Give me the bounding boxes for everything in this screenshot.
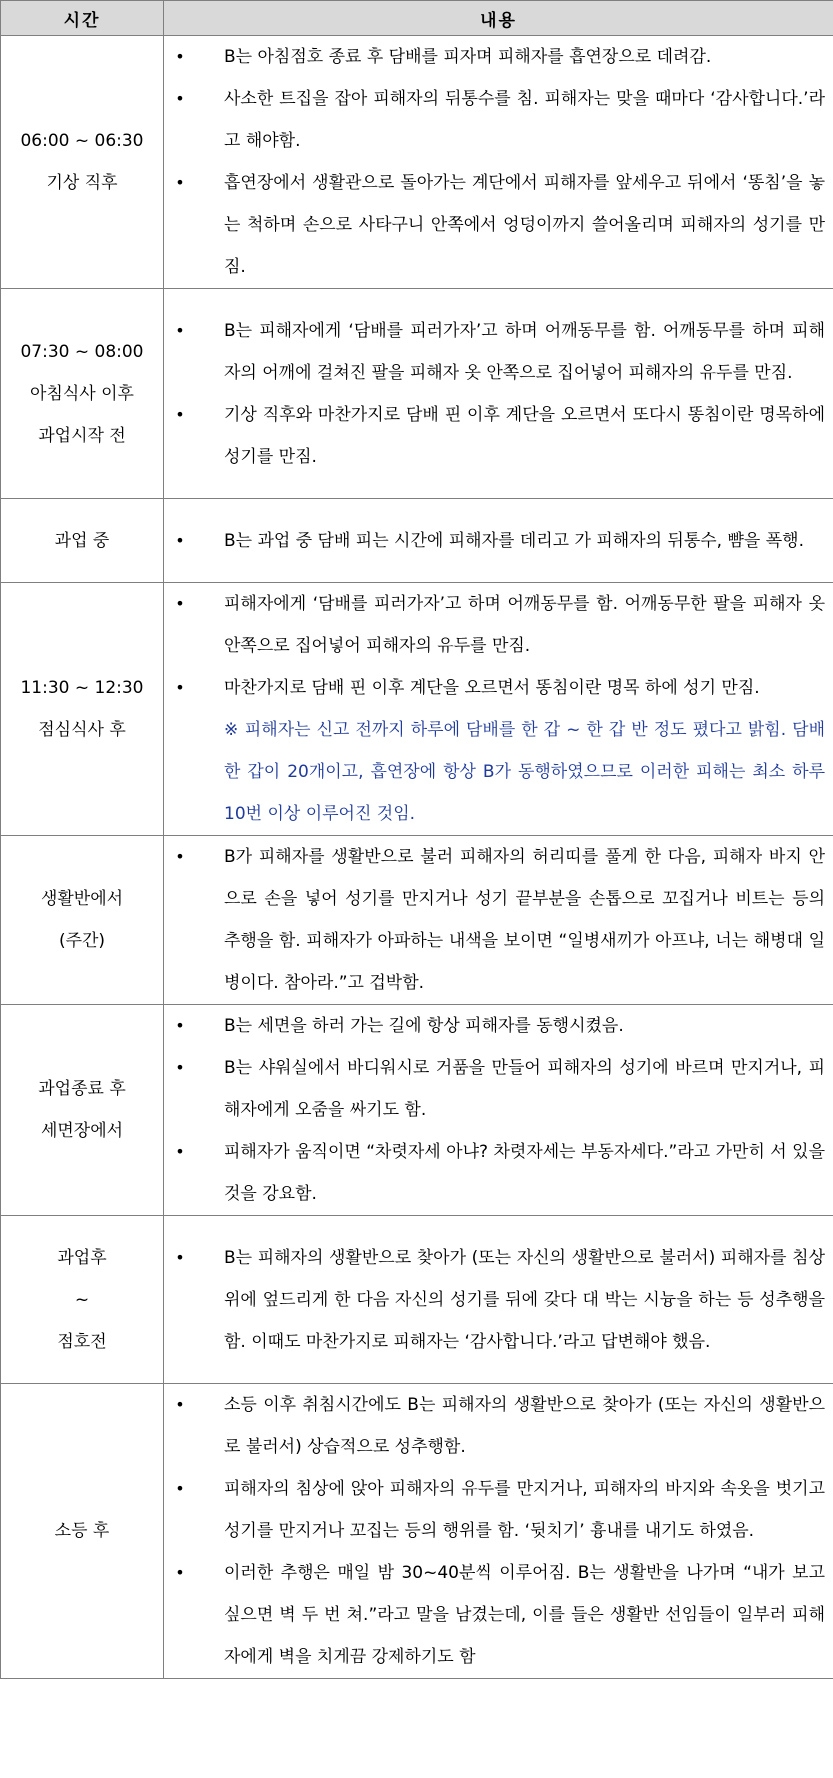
table-row (1, 1005, 833, 1216)
time-line: 과업시작 전 (38, 425, 126, 446)
list-item: • B는 샤워실에서 바디워시로 거품을 만들어 피해자의 성기에 바르며 만지거나, 피해자에게 오줌을 싸기도 함. (164, 1047, 825, 1131)
bullet-icon: • (175, 1395, 185, 1414)
time-line: 점호전 (57, 1331, 107, 1352)
bullet-icon: • (175, 1563, 185, 1582)
time-cell (1, 1005, 164, 1216)
bullet-icon: • (175, 404, 185, 424)
bullet-list (164, 520, 825, 562)
bullet-icon: • (175, 530, 185, 550)
table-header-row (1, 1, 833, 36)
bullet-icon: • (175, 1058, 185, 1077)
content-cell (164, 1384, 833, 1679)
time-line: 아침식사 이후 (30, 383, 134, 404)
bullet-list (164, 36, 825, 288)
time-line: 생활반에서 (40, 889, 124, 909)
bullet-icon: • (175, 1142, 185, 1161)
bullet-list (164, 310, 825, 478)
time-line: 점심식사 후 (38, 720, 126, 740)
bullet-list (164, 1384, 825, 1678)
time-cell (1, 289, 164, 499)
list-item: • 피해자가 움직이면 “차렷자세 아냐? 차렷자세는 부동자세다.”라고 가만히 서 있을 것을 강요함. (164, 1131, 825, 1215)
content-cell (164, 499, 833, 583)
bullet-icon: • (175, 173, 185, 192)
time-line: 과업후 (57, 1247, 107, 1268)
list-item: • B는 세면을 하러 가는 길에 항상 피해자를 동행시켰음. (164, 1005, 825, 1047)
bullet-list (164, 836, 825, 1004)
time-cell (1, 583, 164, 836)
list-item: • 피해자의 침상에 앉아 피해자의 유두를 만지거나, 피해자의 바지와 속옷을 벗기고 성기를 만지거나 꼬집는 등의 행위를 함. ‘뒷치기’ 흉내를 내기도 하였음. (164, 1468, 825, 1552)
bullet-list (164, 1237, 825, 1363)
content-cell (164, 1216, 833, 1384)
time-cell (1, 836, 164, 1005)
table-row (1, 583, 833, 836)
list-item: • B가 피해자를 생활반으로 불러 피해자의 허리띠를 풀게 한 다음, 피해자 바지 안으로 손을 넣어 성기를 만지거나 성기 끝부분을 손톱으로 꼬집거나 비트는 등의 추행을 함. 피해자가 아파하는 내색을 보이면 “일병새끼가 아프냐, 너는 해병대 일병이다. 참아라.”고 겁박함. (164, 836, 825, 1004)
time-cell (1, 1216, 164, 1384)
table-row (1, 1384, 833, 1679)
header-content: 내용 (164, 1, 833, 36)
time-line: (주간) (58, 931, 106, 951)
bullet-icon: • (175, 47, 185, 66)
time-line: 소등 후 (54, 1521, 110, 1541)
list-item: • 이러한 추행은 매일 밤 30~40분씩 이루어짐. B는 생활반을 나가며 “내가 보고 싶으면 벽 두 번 쳐.”라고 말을 남겼는데, 이를 들은 생활반 선임들이 일부러 피해자에게 벽을 치게끔 강제하기도 함 (164, 1552, 825, 1678)
list-item: • 소등 이후 취침시간에도 B는 피해자의 생활반으로 찾아가 (또는 자신의 생활반으로 불러서) 상습적으로 성추행함. (164, 1384, 825, 1468)
time-line: 07:30 ~ 08:00 (20, 341, 144, 362)
list-item: • B는 과업 중 담배 피는 시간에 피해자를 데리고 가 피해자의 뒤통수, 뺨을 폭행. (164, 520, 825, 562)
list-item: • B는 아침점호 종료 후 담배를 피자며 피해자를 흡연장으로 데려감. (164, 36, 825, 78)
bullet-icon: • (175, 594, 185, 613)
content-cell (164, 36, 833, 289)
table-row (1, 836, 833, 1005)
header-time: 시간 (1, 1, 164, 36)
table-row (1, 289, 833, 499)
time-line: 세면장에서 (40, 1121, 124, 1141)
bullet-icon: • (175, 1479, 185, 1498)
list-item: • 흡연장에서 생활관으로 돌아가는 계단에서 피해자를 앞세우고 뒤에서 ‘똥침’을 놓는 척하며 손으로 사타구니 안쪽에서 엉덩이까지 쓸어올리며 피해자의 성기를 만짐. (164, 162, 825, 288)
table-row (1, 1216, 833, 1384)
content-cell (164, 836, 833, 1005)
content-cell (164, 583, 833, 836)
bullet-icon: • (175, 678, 185, 697)
content-cell (164, 289, 833, 499)
bullet-icon: • (175, 89, 185, 108)
note-text: ※ 피해자는 신고 전까지 하루에 담배를 한 갑 ~ 한 갑 반 정도 폈다고 밝힘. 담배 한 갑이 20개이고, 흡연장에 항상 B가 동행하였으므로 이러한 피해는 최소 하루 10번 이상 이루어진 것임. (224, 720, 825, 824)
bullet-icon: • (175, 320, 185, 340)
list-item: • B는 피해자에게 ‘담배를 피러가자’고 하며 어깨동무를 함. 어깨동무를 하며 피해자의 어깨에 걸쳐진 팔을 피해자 옷 안쪽으로 집어넣어 피해자의 유두를 만짐. (164, 310, 825, 394)
time-line: ~ (74, 1289, 90, 1310)
list-item: • 사소한 트집을 잡아 피해자의 뒤통수를 침. 피해자는 맞을 때마다 ‘감사합니다.’라고 해야함. (164, 78, 825, 162)
list-item: • B는 피해자의 생활반으로 찾아가 (또는 자신의 생활반으로 불러서) 피해자를 침상 위에 엎드리게 한 다음 자신의 성기를 뒤에 갖다 대 박는 시늉을 하는 등 성추행을 함. 이때도 마찬가지로 피해자는 ‘감사합니다.’라고 답변해야 했음. (164, 1237, 825, 1363)
table-row (1, 499, 833, 583)
list-item: • 마찬가지로 담배 핀 이후 계단을 오르면서 똥침이란 명목 하에 성기 만짐. (164, 667, 825, 709)
time-cell (1, 499, 164, 583)
list-item: • 피해자에게 ‘담배를 피러가자’고 하며 어깨동무를 함. 어깨동무한 팔을 피해자 옷 안쪽으로 집어넣어 피해자의 유두를 만짐. (164, 583, 825, 667)
time-line: 과업 중 (54, 530, 110, 551)
time-line: 과업종료 후 (38, 1079, 126, 1099)
list-item: • 기상 직후와 마찬가지로 담배 핀 이후 계단을 오르면서 또다시 똥침이란 명목하에 성기를 만짐. (164, 394, 825, 478)
time-cell (1, 1384, 164, 1679)
bullet-icon: • (175, 847, 185, 866)
bullet-icon: • (175, 1247, 185, 1267)
content-cell (164, 1005, 833, 1216)
time-cell (1, 36, 164, 289)
bullet-icon: • (175, 1016, 185, 1035)
time-line: 11:30 ~ 12:30 (20, 678, 144, 698)
time-line: 06:00 ~ 06:30 (20, 131, 144, 151)
bullet-list (164, 583, 825, 709)
table-row (1, 36, 833, 289)
bullet-list (164, 1005, 825, 1215)
time-line: 기상 직후 (46, 173, 118, 193)
